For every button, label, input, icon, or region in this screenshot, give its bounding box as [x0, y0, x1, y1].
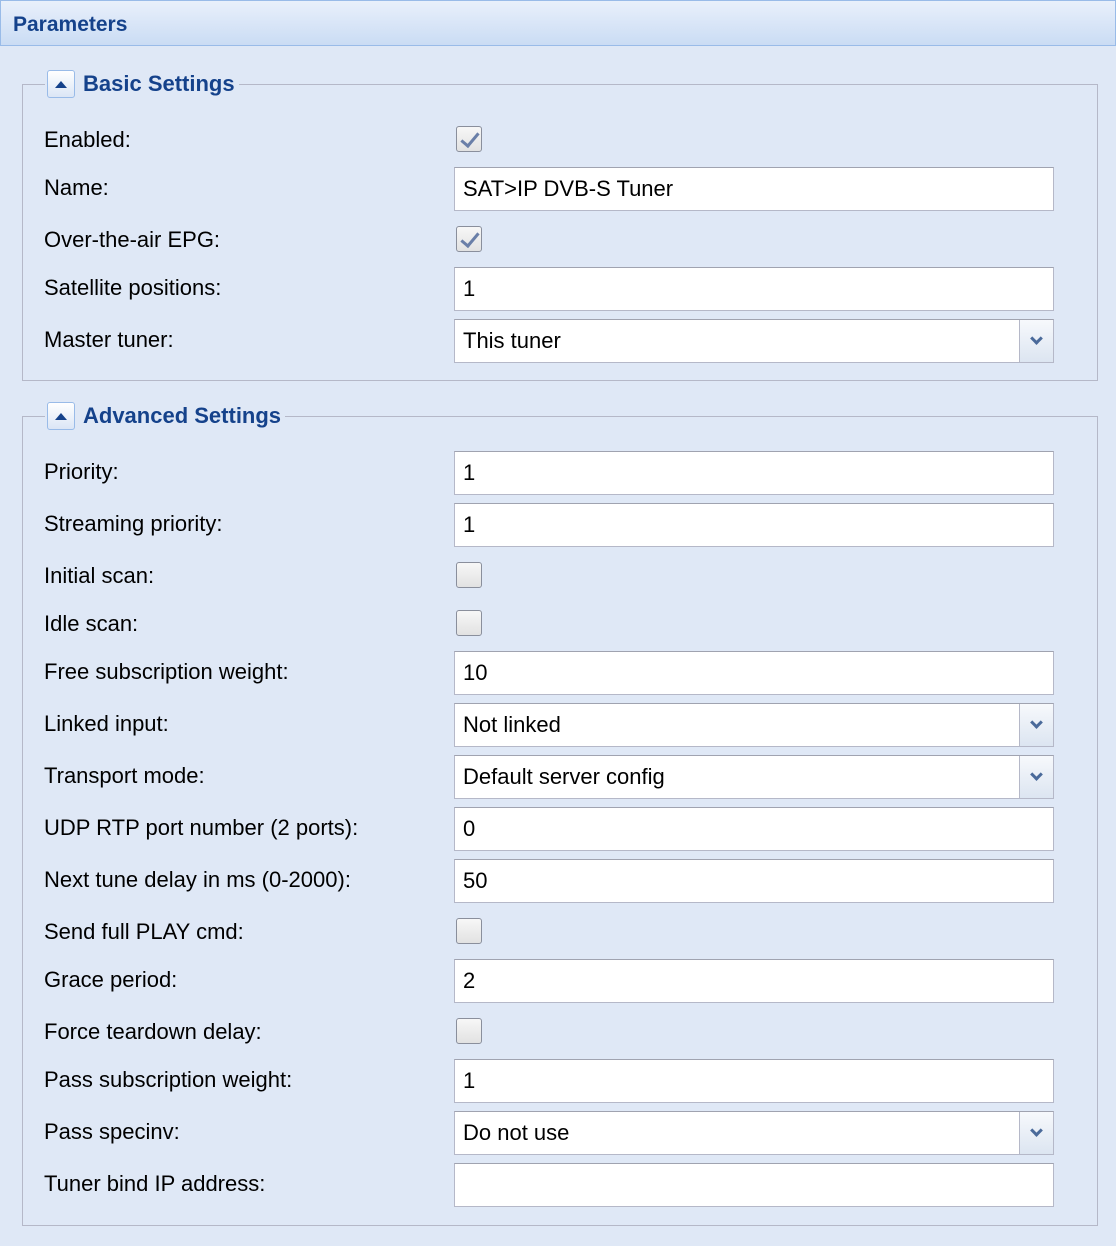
name-input[interactable]: SAT>IP DVB-S Tuner — [454, 167, 1054, 211]
basic-settings-title: Basic Settings — [83, 71, 235, 96]
linked-input-select[interactable] — [454, 703, 1054, 747]
tuner-bind-ip-label: Tuner bind IP address: — [44, 1171, 266, 1196]
force-teardown-delay-checkbox[interactable] — [456, 1018, 482, 1044]
grace-period-input[interactable]: 2 — [454, 959, 1054, 1003]
panel-header — [0, 0, 1116, 46]
send-full-play-checkbox[interactable] — [456, 918, 482, 944]
initial-scan-checkbox[interactable] — [456, 562, 482, 588]
master-tuner-dropdown-button[interactable] — [1019, 320, 1053, 362]
next-tune-delay-label: Next tune delay in ms (0-2000): — [44, 867, 351, 892]
pass-specinv-dropdown-button[interactable] — [1019, 1112, 1053, 1154]
collapse-up-icon — [55, 413, 67, 420]
advanced-settings-legend — [45, 401, 285, 431]
chevron-down-icon — [1030, 1124, 1043, 1137]
tuner-bind-ip-input[interactable] — [454, 1163, 1054, 1207]
linked-input-dropdown-button[interactable] — [1019, 704, 1053, 746]
streaming-priority-input[interactable]: 1 — [454, 503, 1054, 547]
satellite-positions-label: Satellite positions: — [44, 275, 222, 300]
force-teardown-delay-label: Force teardown delay: — [44, 1019, 262, 1044]
send-full-play-label: Send full PLAY cmd: — [44, 919, 244, 944]
idle-scan-label: Idle scan: — [44, 611, 139, 636]
transport-mode-select[interactable] — [454, 755, 1054, 799]
transport-mode-label: Transport mode: — [44, 763, 205, 788]
pass-specinv-label: Pass specinv: — [44, 1119, 180, 1144]
next-tune-delay-input[interactable]: 50 — [454, 859, 1054, 903]
linked-input-label: Linked input: — [44, 711, 169, 736]
chevron-down-icon — [1030, 716, 1043, 729]
ota-epg-checkbox[interactable] — [456, 226, 482, 252]
checkmark-icon — [460, 128, 479, 148]
priority-input[interactable]: 1 — [454, 451, 1054, 495]
idle-scan-checkbox[interactable] — [456, 610, 482, 636]
linked-input-value: Not linked — [463, 712, 561, 737]
advanced-settings-collapse-button[interactable] — [47, 402, 75, 430]
basic-settings-legend — [45, 69, 239, 99]
master-tuner-select[interactable] — [454, 319, 1054, 363]
free-subscription-weight-label: Free subscription weight: — [44, 659, 289, 684]
initial-scan-label: Initial scan: — [44, 563, 155, 588]
grace-period-label: Grace period: — [44, 967, 178, 992]
free-subscription-weight-input[interactable]: 10 — [454, 651, 1054, 695]
streaming-priority-label: Streaming priority: — [44, 511, 223, 536]
master-tuner-value: This tuner — [463, 328, 561, 353]
chevron-down-icon — [1030, 768, 1043, 781]
name-label: Name: — [44, 175, 109, 200]
udp-rtp-port-label: UDP RTP port number (2 ports): — [44, 815, 359, 840]
checkmark-icon — [460, 228, 479, 248]
chevron-down-icon — [1030, 332, 1043, 345]
panel-title: Parameters — [13, 13, 128, 36]
priority-label: Priority: — [44, 459, 119, 484]
pass-subscription-weight-label: Pass subscription weight: — [44, 1067, 293, 1092]
pass-specinv-select[interactable] — [454, 1111, 1054, 1155]
ota-epg-label: Over-the-air EPG: — [44, 227, 221, 252]
enabled-label: Enabled: — [44, 127, 131, 152]
pass-subscription-weight-input[interactable]: 1 — [454, 1059, 1054, 1103]
enabled-checkbox[interactable] — [456, 126, 482, 152]
transport-mode-dropdown-button[interactable] — [1019, 756, 1053, 798]
collapse-up-icon — [55, 81, 67, 88]
pass-specinv-value: Do not use — [463, 1120, 570, 1145]
satellite-positions-input[interactable]: 1 — [454, 267, 1054, 311]
basic-settings-collapse-button[interactable] — [47, 70, 75, 98]
master-tuner-label: Master tuner: — [44, 327, 174, 352]
advanced-settings-title: Advanced Settings — [83, 403, 282, 428]
udp-rtp-port-input[interactable]: 0 — [454, 807, 1054, 851]
transport-mode-value: Default server config — [463, 764, 665, 789]
